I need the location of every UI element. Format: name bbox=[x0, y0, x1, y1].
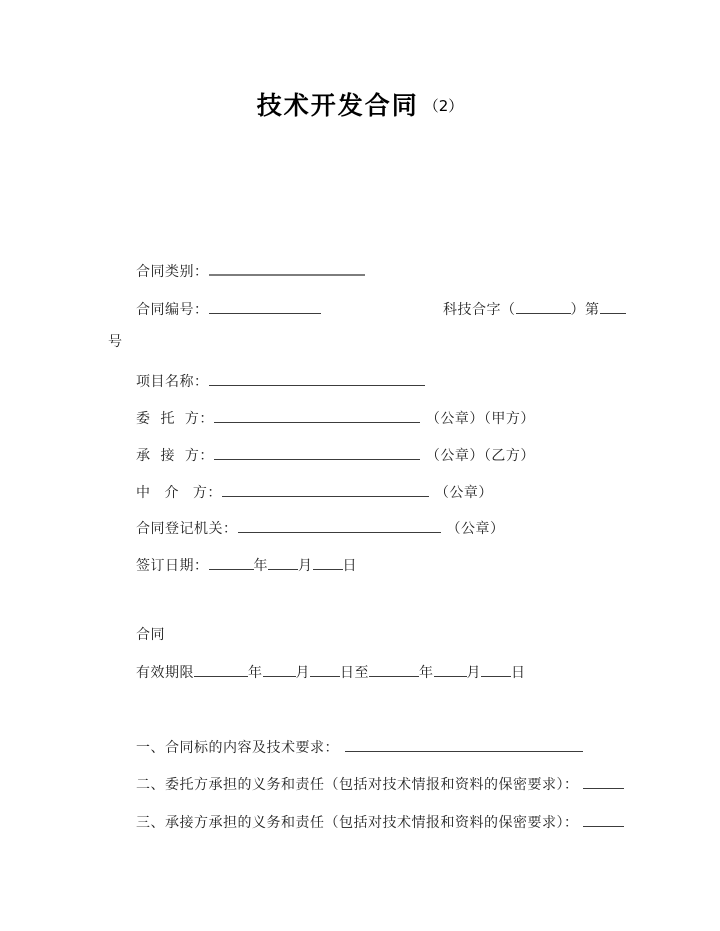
doc-number-prefix: 科技合字（ bbox=[443, 302, 516, 318]
intermediary-label: 中 介 方： bbox=[136, 485, 222, 501]
sign-date-month-blank bbox=[268, 555, 298, 570]
clause-1-label: 一、合同标的内容及技术要求： bbox=[136, 740, 339, 756]
field-contract-category bbox=[136, 260, 365, 282]
field-sign-date bbox=[136, 555, 357, 576]
sign-date-day-label: 日 bbox=[342, 558, 357, 574]
page-title bbox=[0, 84, 720, 122]
registry-seal-suffix: （公章） bbox=[446, 521, 505, 537]
clause-3 bbox=[136, 812, 624, 833]
contract-word: 合同 bbox=[136, 627, 165, 643]
clause-1 bbox=[136, 737, 583, 758]
field-validity-period bbox=[136, 662, 526, 683]
contract-number-blank bbox=[209, 299, 321, 314]
validity-end-year-blank bbox=[369, 662, 419, 677]
clause-2-label: 二、委托方承担的义务和责任（包括对技术情报和资料的保密要求）： bbox=[136, 777, 579, 793]
validity-end-year-label: 年 bbox=[419, 665, 434, 681]
sign-date-year-label: 年 bbox=[253, 558, 268, 574]
field-client bbox=[136, 408, 535, 429]
doc-number-blank-2 bbox=[600, 299, 626, 314]
clause-3-label: 三、承接方承担的义务和责任（包括对技术情报和资料的保密要求）： bbox=[136, 815, 579, 831]
clause-2-blank bbox=[583, 774, 624, 789]
validity-start-year-label: 年 bbox=[248, 665, 263, 681]
sign-date-label: 签订日期： bbox=[136, 558, 209, 574]
field-contractor bbox=[136, 445, 535, 466]
registry-blank bbox=[238, 518, 441, 533]
sign-date-day-blank bbox=[313, 555, 343, 570]
client-blank bbox=[214, 408, 420, 423]
clause-2 bbox=[136, 774, 624, 795]
clause-3-blank bbox=[583, 812, 624, 827]
contractor-blank bbox=[214, 445, 420, 460]
doc-number-mid: ）第 bbox=[570, 302, 600, 318]
client-seal-suffix: （公章）（甲方） bbox=[425, 411, 535, 427]
title-suffix: （2） bbox=[423, 97, 464, 115]
validity-end-day-label: 日 bbox=[511, 665, 526, 681]
contract-category-label: 合同类别： bbox=[136, 264, 209, 280]
clause-1-blank bbox=[345, 737, 583, 752]
contractor-label: 承 接 方： bbox=[136, 448, 214, 464]
doc-number-wrap-char: 号 bbox=[108, 334, 123, 350]
registry-label: 合同登记机关： bbox=[136, 521, 238, 537]
field-intermediary bbox=[136, 482, 493, 503]
doc-number-wrap-line bbox=[108, 332, 123, 352]
validity-day-to-label: 日至 bbox=[340, 665, 369, 681]
title-text: 技术开发合同 bbox=[256, 91, 419, 120]
sign-date-year-blank bbox=[209, 555, 254, 570]
validity-end-month-label: 月 bbox=[466, 665, 481, 681]
doc-number-blank-1 bbox=[516, 299, 571, 314]
intermediary-seal-suffix: （公章） bbox=[434, 485, 493, 501]
validity-start-month-blank bbox=[263, 662, 296, 677]
validity-end-day-blank bbox=[481, 662, 511, 677]
validity-start-year-blank bbox=[194, 662, 248, 677]
validity-start-day-blank bbox=[310, 662, 340, 677]
contract-category-blank bbox=[209, 260, 365, 276]
doc-number-group bbox=[443, 299, 626, 320]
field-contract-number bbox=[136, 299, 600, 320]
contract-number-label: 合同编号： bbox=[136, 302, 209, 318]
field-registry bbox=[136, 518, 505, 539]
validity-label: 有效期限 bbox=[136, 665, 194, 681]
field-project-name bbox=[136, 371, 425, 392]
validity-end-month-blank bbox=[434, 662, 467, 677]
intermediary-blank bbox=[222, 482, 429, 497]
contractor-seal-suffix: （公章）（乙方） bbox=[425, 448, 535, 464]
project-name-blank bbox=[209, 371, 425, 386]
client-label: 委 托 方： bbox=[136, 411, 214, 427]
validity-start-month-label: 月 bbox=[295, 665, 310, 681]
contract-word-line bbox=[136, 625, 165, 645]
project-name-label: 项目名称： bbox=[136, 374, 209, 390]
sign-date-month-label: 月 bbox=[298, 558, 313, 574]
